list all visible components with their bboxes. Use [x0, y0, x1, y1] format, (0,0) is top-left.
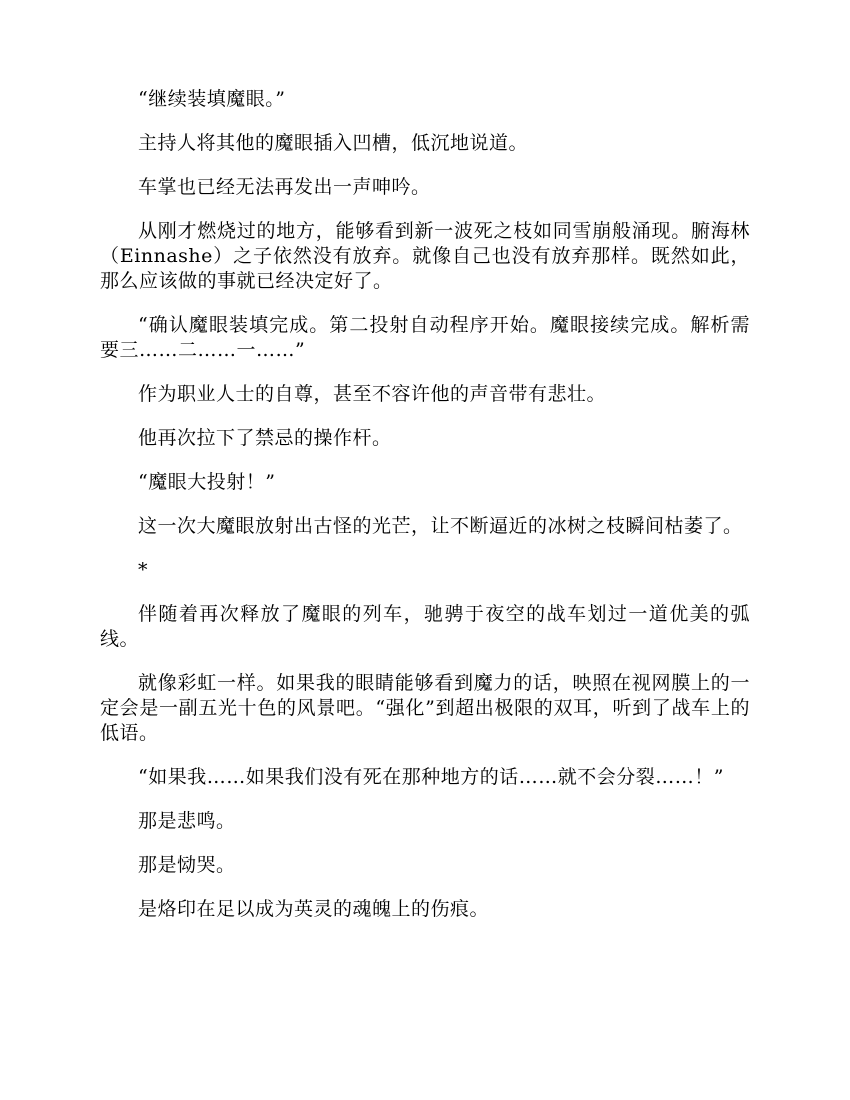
paragraph: 那是悲鸣。 [138, 810, 236, 832]
paragraph: 从刚才燃烧过的地方，能够看到新一波死之枝如同雪崩般涌现。腑海林（Einnashe）之子依然没有放弃。就像自己也没有放弃那样。既然如此，那么应该做的事就已经决定好了。 [100, 220, 750, 292]
paragraph: 他再次拉下了禁忌的操作杆。 [138, 427, 392, 449]
paragraph: 是烙印在足以成为英灵的魂魄上的伤痕。 [138, 898, 490, 920]
paragraph: 主持人将其他的魔眼插入凹槽，低沉地说道。 [138, 132, 529, 154]
paragraph: 这一次大魔眼放射出古怪的光芒，让不断逼近的冰树之枝瞬间枯萎了。 [138, 515, 743, 537]
paragraph: 车掌也已经无法再发出一声呻吟。 [138, 176, 431, 198]
paragraph: 伴随着再次释放了魔眼的列车，驰骋于夜空的战车划过一道优美的弧线。 [100, 603, 750, 650]
paragraph: “继续装填魔眼。” [138, 88, 286, 110]
paragraph: “确认魔眼装填完成。第二投射自动程序开始。魔眼接续完成。解析需要三……二……一……” [100, 314, 750, 361]
paragraph: “如果我……如果我们没有死在那种地方的话……就不会分裂……！” [138, 766, 724, 788]
paragraph: 那是恸哭。 [138, 854, 236, 876]
document-body [100, 87, 750, 941]
paragraph: “魔眼大投射！” [138, 471, 276, 493]
section-break: * [138, 559, 148, 581]
paragraph: 作为职业人士的自尊，甚至不容许他的声音带有悲壮。 [138, 383, 607, 405]
paragraph: 就像彩虹一样。如果我的眼睛能够看到魔力的话，映照在视网膜上的一定会是一副五光十色的风景吧。“强化”到超出极限的双耳，听到了战车上的低语。 [100, 672, 750, 744]
